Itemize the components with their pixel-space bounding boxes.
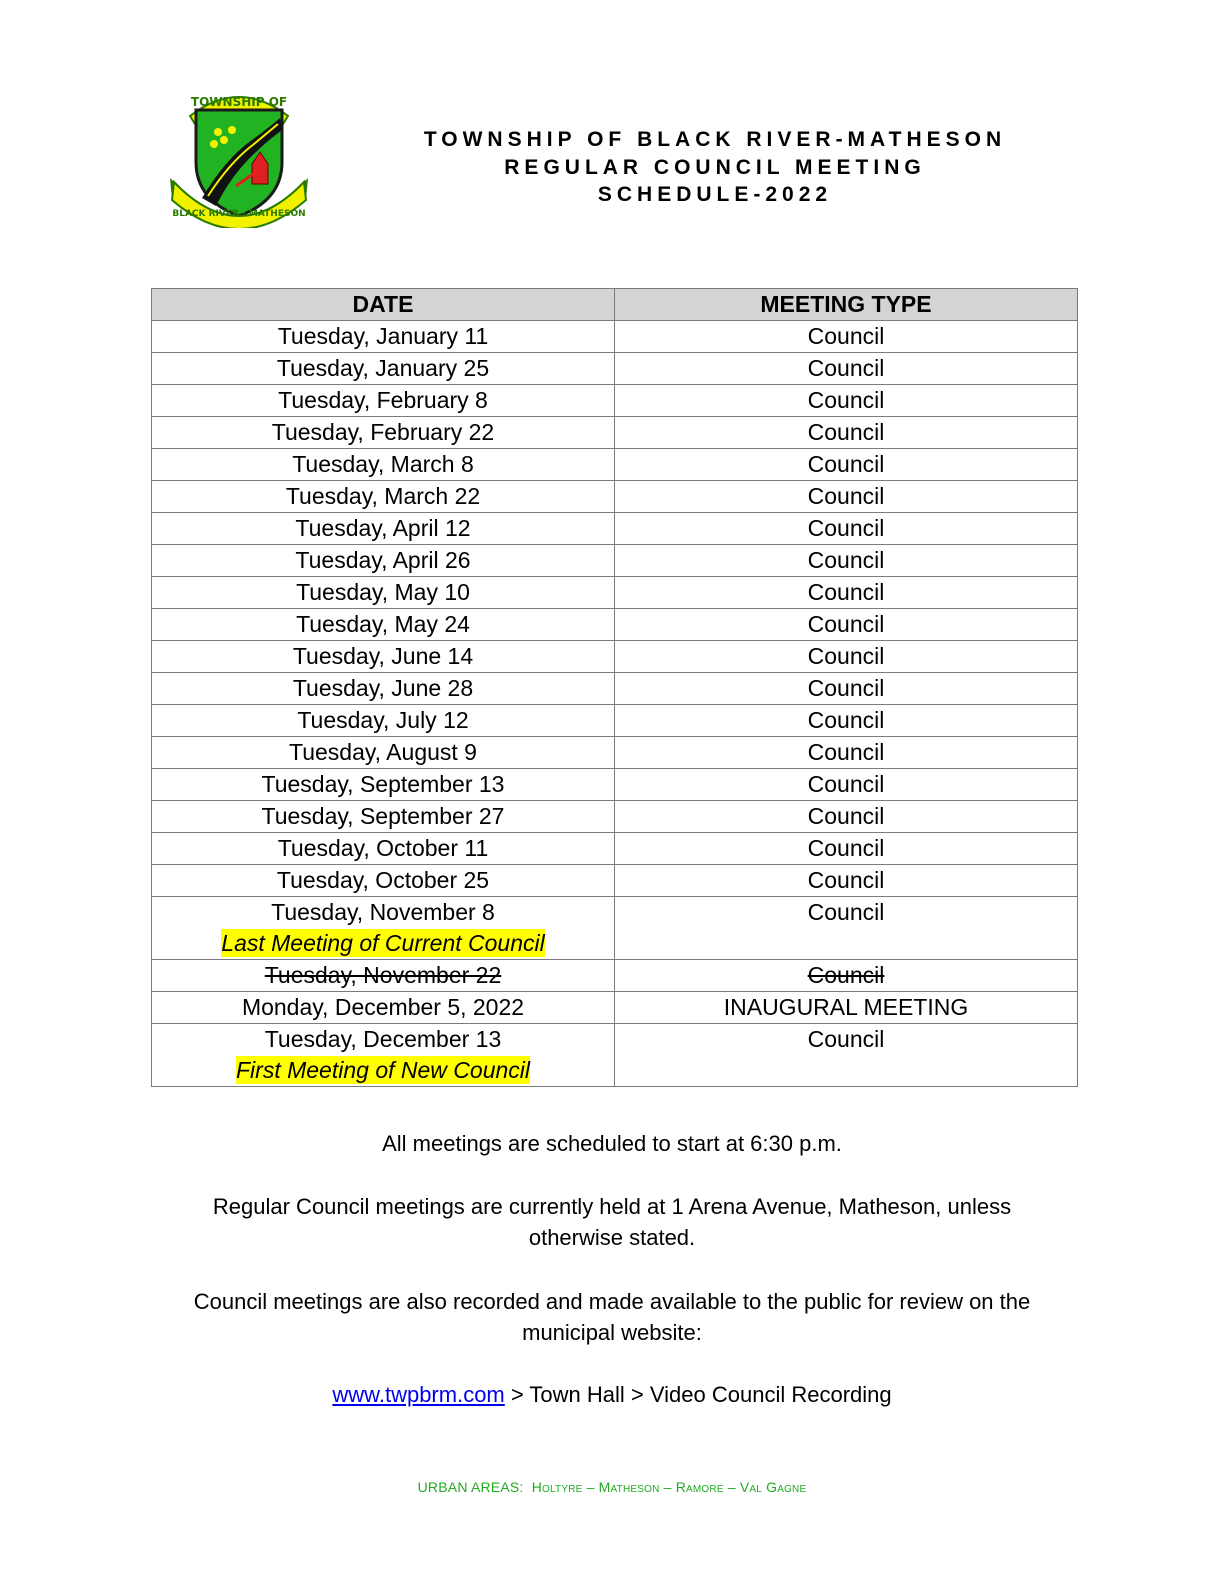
- meeting-type: Council: [807, 899, 885, 925]
- date-cell: [152, 417, 615, 449]
- date-cell: [152, 641, 615, 673]
- meeting-type: Council: [807, 451, 885, 477]
- website-navigation: [130, 1379, 1094, 1410]
- recording-line-1: Council meetings are also recorded and made available to the public for review on the: [193, 1289, 1031, 1314]
- header-date: DATE: [152, 289, 615, 321]
- meeting-date: Tuesday, May 24: [296, 611, 470, 637]
- meeting-type-cell: [615, 673, 1078, 705]
- date-cell: [152, 385, 615, 417]
- date-cell: [152, 769, 615, 801]
- table-row: [152, 865, 1078, 897]
- website-link[interactable]: www.twpbrm.com: [332, 1382, 505, 1407]
- meeting-date: Tuesday, March 22: [285, 483, 481, 509]
- meeting-type: Council: [807, 611, 885, 637]
- meeting-type: Council: [807, 739, 885, 765]
- area-separator: –: [582, 1479, 599, 1495]
- table-row: [152, 417, 1078, 449]
- meeting-date: Tuesday, April 12: [295, 515, 471, 541]
- table-row: [152, 960, 1078, 992]
- table-row: [152, 481, 1078, 513]
- date-cell: [152, 577, 615, 609]
- date-cell: [152, 897, 615, 960]
- meeting-schedule-table: [151, 288, 1078, 1087]
- meeting-date: Tuesday, June 14: [292, 643, 474, 669]
- location-line-2: otherwise stated.: [528, 1225, 696, 1250]
- meeting-date: Tuesday, May 10: [296, 579, 470, 605]
- recording-line-2: municipal website:: [522, 1320, 702, 1345]
- area-separator: –: [659, 1479, 676, 1495]
- date-cell: [152, 705, 615, 737]
- date-cell: [152, 481, 615, 513]
- document-title: [330, 126, 1100, 209]
- meeting-date: Tuesday, February 22: [271, 419, 495, 445]
- meeting-type: Council: [807, 579, 885, 605]
- date-cell: [152, 609, 615, 641]
- urban-area-name: Val Gagne: [739, 1479, 807, 1495]
- title-line-2: REGULAR COUNCIL MEETING: [504, 155, 926, 179]
- table-row: [152, 737, 1078, 769]
- title-line-1: TOWNSHIP OF BLACK RIVER-MATHESON: [423, 128, 1007, 151]
- meeting-date: Tuesday, November 8: [271, 899, 495, 925]
- meeting-type: Council: [807, 387, 885, 413]
- meeting-date: Tuesday, January 25: [276, 355, 490, 381]
- meeting-type: Council: [807, 867, 885, 893]
- table-row: [152, 801, 1078, 833]
- location-note: [130, 1191, 1094, 1253]
- urban-areas-label: URBAN AREAS:: [417, 1479, 524, 1495]
- table-row: [152, 897, 1078, 960]
- date-cell: [152, 833, 615, 865]
- table-header-row: [152, 289, 1078, 321]
- meeting-date: Tuesday, November 22: [264, 962, 502, 988]
- meeting-type-cell: [615, 960, 1078, 992]
- highlighted-note: First Meeting of New Council: [236, 1057, 530, 1083]
- highlighted-note: Last Meeting of Current Council: [221, 930, 545, 956]
- date-cell: [152, 992, 615, 1024]
- recording-note: [130, 1286, 1094, 1348]
- meeting-type: Council: [807, 962, 885, 988]
- township-crest-logo: [166, 82, 312, 228]
- area-separator: –: [723, 1479, 740, 1495]
- meeting-type-cell: [615, 577, 1078, 609]
- table-row: [152, 545, 1078, 577]
- meeting-date: Tuesday, January 11: [277, 323, 489, 349]
- meeting-type: Council: [807, 675, 885, 701]
- meeting-date: Tuesday, July 12: [297, 707, 469, 733]
- meeting-date: Tuesday, October 11: [277, 835, 489, 861]
- meeting-date: Tuesday, March 8: [292, 451, 474, 477]
- urban-areas-list: [532, 1479, 807, 1495]
- urban-area-name: Ramore: [675, 1479, 724, 1495]
- meeting-type-cell: [615, 705, 1078, 737]
- title-line-3: SCHEDULE-2022: [597, 183, 833, 206]
- meeting-type: Council: [807, 707, 885, 733]
- meeting-date: Tuesday, September 27: [261, 803, 505, 829]
- table-row: [152, 449, 1078, 481]
- date-cell: [152, 513, 615, 545]
- table-row: [152, 577, 1078, 609]
- meeting-type: Council: [807, 803, 885, 829]
- table-row: [152, 673, 1078, 705]
- table-row: [152, 769, 1078, 801]
- meeting-type-cell: [615, 897, 1078, 960]
- table-row: [152, 609, 1078, 641]
- meeting-type-cell: [615, 353, 1078, 385]
- table-row: [152, 641, 1078, 673]
- meeting-type-cell: [615, 992, 1078, 1024]
- date-cell: [152, 673, 615, 705]
- table-row: [152, 353, 1078, 385]
- meeting-type-cell: [615, 321, 1078, 353]
- table-row: [152, 705, 1078, 737]
- urban-area-name: Matheson: [598, 1479, 660, 1495]
- meeting-type-cell: [615, 545, 1078, 577]
- table-row: [152, 833, 1078, 865]
- meeting-type-cell: [615, 385, 1078, 417]
- meeting-date: Tuesday, April 26: [295, 547, 471, 573]
- table-row: [152, 321, 1078, 353]
- date-cell: [152, 321, 615, 353]
- meeting-date: Tuesday, June 28: [292, 675, 474, 701]
- meeting-type-cell: [615, 865, 1078, 897]
- location-line-1: Regular Council meetings are currently held at 1 Arena Avenue, Matheson, unless: [212, 1194, 1012, 1219]
- crest-top-text: TOWNSHIP OF: [190, 95, 288, 109]
- date-cell: [152, 737, 615, 769]
- meeting-type: INAUGURAL MEETING: [723, 994, 969, 1020]
- urban-areas-footer: [0, 1479, 1224, 1495]
- meeting-type: Council: [807, 483, 885, 509]
- meeting-type-cell: [615, 641, 1078, 673]
- date-cell: [152, 960, 615, 992]
- meeting-type-cell: [615, 609, 1078, 641]
- meeting-date: Tuesday, February 8: [278, 387, 488, 413]
- table-row: [152, 513, 1078, 545]
- meeting-type: Council: [807, 419, 885, 445]
- meeting-type-cell: [615, 481, 1078, 513]
- meeting-type: Council: [807, 323, 885, 349]
- meeting-type-cell: [615, 801, 1078, 833]
- date-cell: [152, 1024, 615, 1087]
- date-cell: [152, 545, 615, 577]
- meeting-type: Council: [807, 835, 885, 861]
- table-row: [152, 1024, 1078, 1087]
- meeting-type-cell: [615, 833, 1078, 865]
- meeting-type-cell: [615, 449, 1078, 481]
- date-cell: [152, 449, 615, 481]
- table-body: [152, 321, 1078, 1087]
- meeting-type: Council: [807, 515, 885, 541]
- meeting-type-cell: [615, 1024, 1078, 1087]
- meeting-date: Tuesday, September 13: [261, 771, 505, 797]
- meeting-type-cell: [615, 737, 1078, 769]
- meeting-type: Council: [807, 771, 885, 797]
- meeting-date: Tuesday, August 9: [289, 739, 477, 765]
- header-meeting-type: MEETING TYPE: [615, 289, 1078, 321]
- table-row: [152, 385, 1078, 417]
- meeting-type: Council: [807, 355, 885, 381]
- meeting-date: Tuesday, December 13: [264, 1026, 502, 1052]
- meeting-type: Council: [807, 1026, 885, 1052]
- meeting-type-cell: [615, 769, 1078, 801]
- date-cell: [152, 801, 615, 833]
- meeting-type: Council: [807, 547, 885, 573]
- meeting-type-cell: [615, 417, 1078, 449]
- crest-bottom-text: BLACK RIVER - MATHESON: [172, 209, 306, 219]
- date-cell: [152, 865, 615, 897]
- date-cell: [152, 353, 615, 385]
- table-row: [152, 992, 1078, 1024]
- website-path: > Town Hall > Video Council Recording: [504, 1382, 892, 1407]
- start-time-note: All meetings are scheduled to start at 6:30 p.m.: [382, 1131, 842, 1156]
- meeting-type: Council: [807, 643, 885, 669]
- meeting-type-cell: [615, 513, 1078, 545]
- meeting-date: Tuesday, October 25: [276, 867, 490, 893]
- meeting-date: Monday, December 5, 2022: [241, 994, 525, 1020]
- urban-area-name: Holtyre: [531, 1479, 583, 1495]
